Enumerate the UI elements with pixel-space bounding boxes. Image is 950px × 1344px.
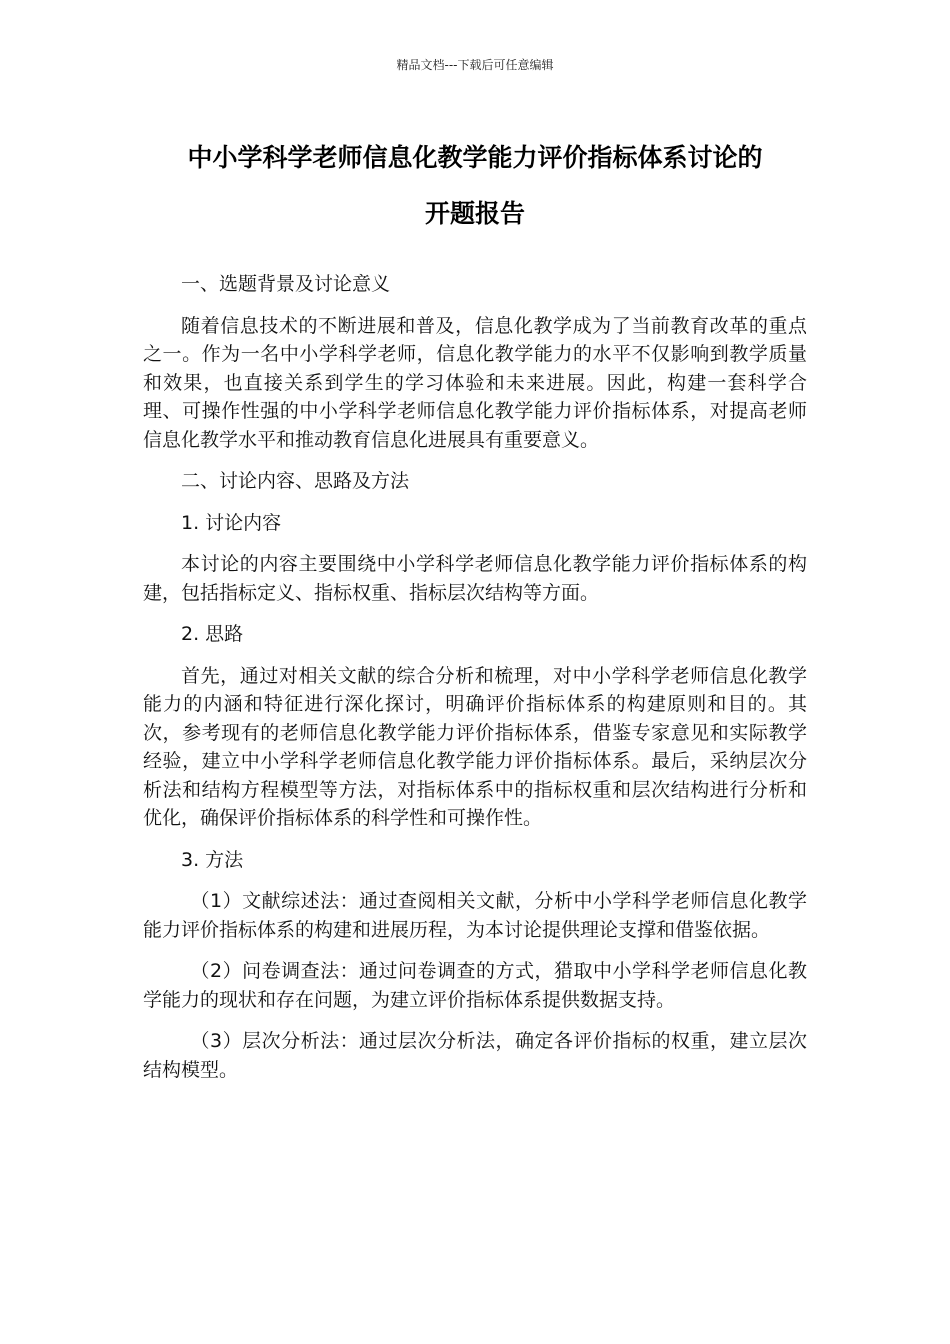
document-body bbox=[143, 270, 807, 1097]
method-questionnaire: （2）问卷调查法：通过问卷调查的方式，猎取中小学科学老师信息化教学能力的现状和存在问题，为建立评价指标体系提供数据支持。 bbox=[143, 960, 807, 1011]
subsection-approach-paragraph: 首先，通过对相关文献的综合分析和梳理，对中小学科学老师信息化教学能力的内涵和特征进行深化探讨，明确评价指标体系的构建原则和目的。其次，参考现有的老师信息化教学能力评价指标体系，借鉴专家意见和实际教学经验，建立中小学科学老师信息化教学能力评价指标体系。最后，采纳层次分析法和结构方程模型等方法，对指标体系中的指标权重和层次结构进行分析和优化，确保评价指标体系的科学性和可操作性。 bbox=[143, 664, 807, 829]
section-1-heading: 一、选题背景及讨论意义 bbox=[181, 273, 391, 295]
method-ahp: （3）层次分析法：通过层次分析法，确定各评价指标的权重，建立层次结构模型。 bbox=[143, 1030, 807, 1081]
title-line-2: 开题报告 bbox=[424, 199, 525, 228]
section-1-paragraph: 随着信息技术的不断进展和普及，信息化教学成为了当前教育改革的重点之一。作为一名中小学科学老师，信息化教学能力的水平不仅影响到教学质量和效果，也直接关系到学生的学习体验和未来进展。因此，构建一套科学合理、可操作性强的中小学科学老师信息化教学能力评价指标体系，对提高老师信息化教学水平和推动教育信息化进展具有重要意义。 bbox=[143, 314, 807, 451]
section-2-heading: 二、讨论内容、思路及方法 bbox=[181, 470, 410, 492]
document-title bbox=[120, 130, 830, 242]
title-line-1: 中小学科学老师信息化教学能力评价指标体系讨论的 bbox=[187, 143, 763, 172]
subsection-content-heading: 1. 讨论内容 bbox=[181, 511, 282, 534]
subsection-methods-heading: 3. 方法 bbox=[181, 848, 244, 871]
header-note: 精品文档---下载后可任意编辑 bbox=[396, 58, 554, 72]
subsection-content-paragraph: 本讨论的内容主要围绕中小学科学老师信息化教学能力评价指标体系的构建，包括指标定义、指标权重、指标层次结构等方面。 bbox=[143, 553, 807, 604]
subsection-approach-heading: 2. 思路 bbox=[181, 623, 244, 645]
method-literature-review: （1）文献综述法：通过查阅相关文献，分析中小学科学老师信息化教学能力评价指标体系的构建和进展历程，为本讨论提供理论支撑和借鉴依据。 bbox=[143, 890, 807, 941]
